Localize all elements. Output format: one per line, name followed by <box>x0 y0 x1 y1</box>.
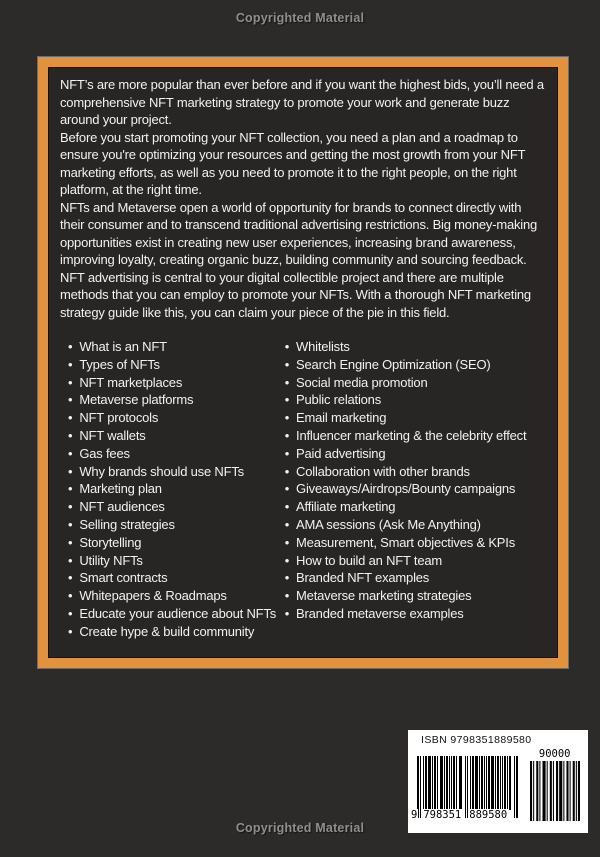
ean-digits <box>411 809 519 821</box>
topic-item: • Why brands should use NFTs <box>68 463 279 481</box>
topic-item: • NFT wallets <box>68 427 279 445</box>
topic-item: • AMA sessions (Ask Me Anything) <box>285 516 546 534</box>
topic-item: • Measurement, Smart objectives & KPIs <box>285 534 546 552</box>
topic-item: • Paid advertising <box>285 445 546 463</box>
barcode-row <box>411 748 582 821</box>
topic-item: • Whitelists <box>285 338 546 356</box>
topic-item: • Collaboration with other brands <box>285 463 546 481</box>
topic-item: • Public relations <box>285 391 546 409</box>
ean-left-digit: 9 <box>411 809 418 821</box>
topic-item: • Selling strategies <box>68 516 279 534</box>
blurb-paragraph: Before you start promoting your NFT collection, you need a plan and a roadmap to ensure you're optimizing your resources and getting the most growth from your NFT marketing efforts, as well as you need to promote it to the right people, on the right platform, at the right time. <box>60 129 526 197</box>
topics-section <box>60 338 546 641</box>
ean-barcode <box>411 756 519 821</box>
ean-group2: 889580 <box>469 809 508 821</box>
topic-item: • How to build an NFT team <box>285 552 546 570</box>
topic-item: • Educate your audience about NFTs <box>68 605 279 623</box>
topic-item: • Email marketing <box>285 409 546 427</box>
price-addon-code: 90000 <box>538 748 571 760</box>
topics-list-left <box>60 338 279 641</box>
topic-item: • Branded metaverse examples <box>285 605 546 623</box>
topic-item: • Metaverse platforms <box>68 391 279 409</box>
topic-item: • Utility NFTs <box>68 552 279 570</box>
topic-item: • Metaverse marketing strategies <box>285 587 546 605</box>
topic-item: • What is an NFT <box>68 338 279 356</box>
topic-item: • Branded NFT examples <box>285 569 546 587</box>
barcode-panel <box>408 730 588 833</box>
topic-item: • Marketing plan <box>68 480 279 498</box>
topic-item: • Storytelling <box>68 534 279 552</box>
topics-list-right <box>279 338 546 641</box>
copyrighted-material-top: Copyrighted Material <box>235 11 365 25</box>
blurb-section <box>60 76 546 321</box>
topic-item: • Create hype & build community <box>68 623 279 641</box>
copyrighted-material-bottom: Copyrighted Material <box>235 821 365 835</box>
blurb-paragraph: NFT advertising is central to your digital collectible project and there are multiple methods that you can employ to promote your NFTs. With a thorough NFT marketing strategy guide like this, you can claim your piece of the pie in this field. <box>60 269 531 320</box>
topic-item: • Search Engine Optimization (SEO) <box>285 356 546 374</box>
topic-item: • Types of NFTs <box>68 356 279 374</box>
topic-item: • Smart contracts <box>68 569 279 587</box>
ean-addon-barcode <box>527 748 582 821</box>
blurb-paragraph: NFTs and Metaverse open a world of opportunity for brands to connect directly with their consumer and to transcend traditional advertising restrictions. Big money-making opportunities exist in creating new user experiences, increasing brand awareness, improving loyalty, creating organic buzz, building community and sourcing feedback. <box>60 199 538 267</box>
topic-item: • NFT marketplaces <box>68 374 279 392</box>
blurb-paragraph: NFT’s are more popular than ever before and if you want the highest bids, you’ll need a comprehensive NFT marketing strategy to promote your work and generate buzz around your project. <box>60 77 544 127</box>
topic-item: • Gas fees <box>68 445 279 463</box>
topic-item: • Affiliate marketing <box>285 498 546 516</box>
topic-item: • Whitepapers & Roadmaps <box>68 587 279 605</box>
isbn-text: ISBN 9798351889580 <box>421 734 532 746</box>
topic-item: • NFT audiences <box>68 498 279 516</box>
addon-barcode-bars <box>530 761 580 821</box>
ean-group1: 798351 <box>423 809 462 821</box>
topic-item: • NFT protocols <box>68 409 279 427</box>
back-cover-panel <box>38 57 568 668</box>
topic-item: • Social media promotion <box>285 374 546 392</box>
topic-item: • Giveaways/Airdrops/Bounty campaigns <box>285 480 546 498</box>
topic-item: • Influencer marketing & the celebrity effect <box>285 427 546 445</box>
